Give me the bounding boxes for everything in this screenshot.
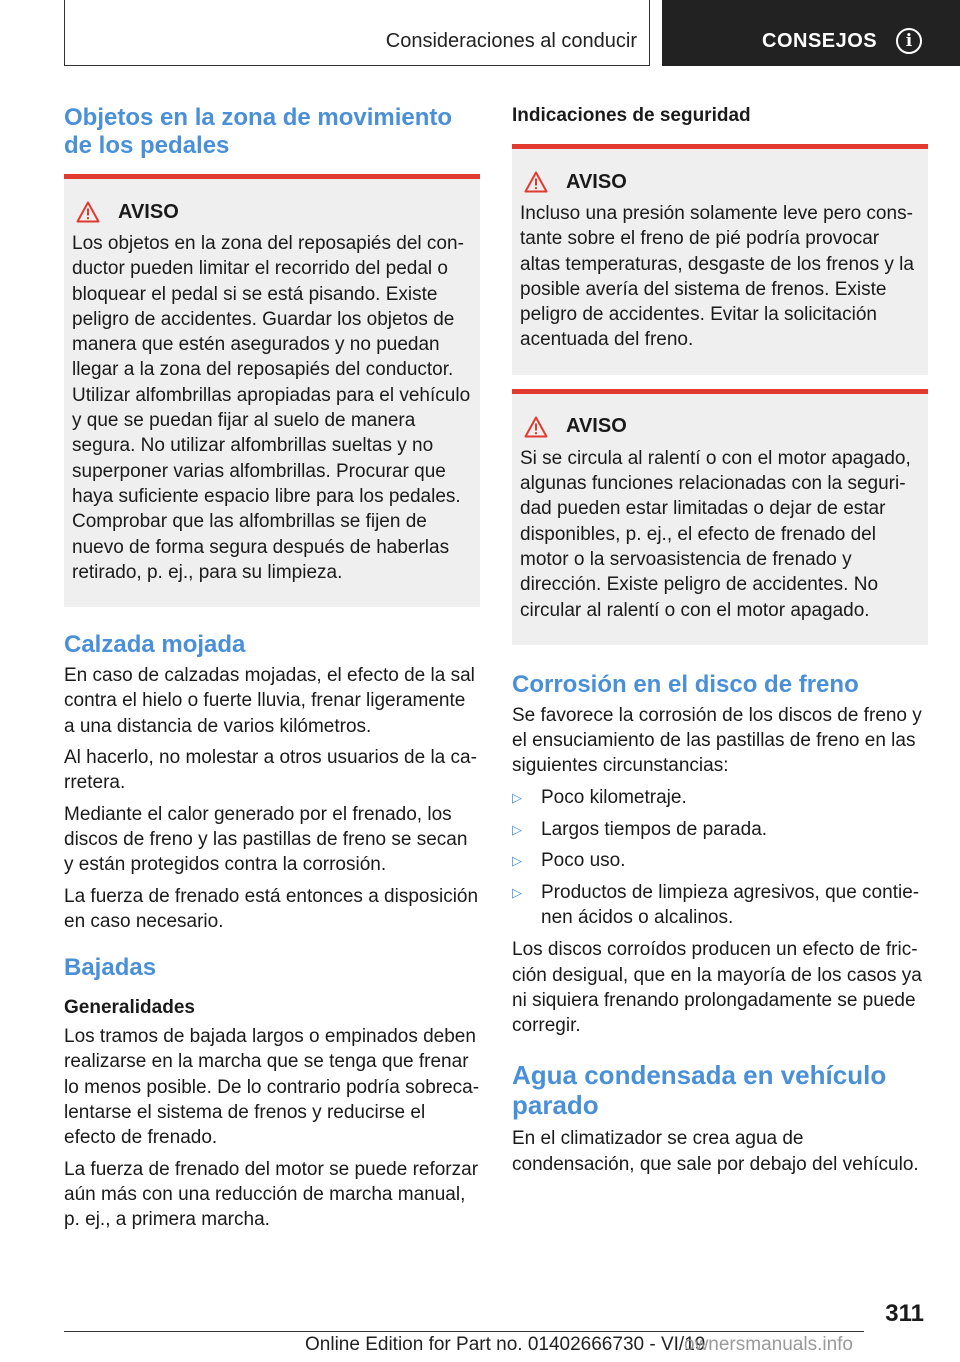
list-item: ▷ Largos tiempos de parada. <box>512 817 928 842</box>
subheading-general: Generalidades <box>64 997 195 1019</box>
warning-box-pedals <box>64 174 480 607</box>
warning-header <box>520 169 920 195</box>
list-item: ▷ Poco uso. <box>512 848 928 873</box>
heading-wet-road: Calzada mojada <box>64 631 246 659</box>
page-number: 311 <box>885 1300 924 1327</box>
bullet-triangle-icon: ▷ <box>512 789 522 805</box>
paragraph: Los tramos de bajada largos o empinados deben realizarse en la marcha que se tenga que frenar lo menos posible. De lo contrario podría sobrecalentarse el sistema de frenos y reducirse el efecto de frenado. <box>64 1026 480 1149</box>
heading-pedal-objects: Objetos en la zona de movimiento de los pedales <box>64 104 453 159</box>
page-header <box>64 0 960 66</box>
bullet-triangle-icon: ▷ <box>512 821 522 837</box>
watermark: ownersmanuals.info <box>684 1334 853 1355</box>
warning-text: Si se circula al ralentí o con el motor apagado, algunas funciones relacionadas con la seguridad pueden estar limitadas o dejar de estar disponibles, p. ej., el efecto de frenado del motor o la servoasistencia de frenado y dirección. Existe peligro de accidentes. No circular al ralentí o con el motor apagado. <box>520 447 911 621</box>
heading-condensate: Agua condensada en vehículo parado <box>512 1060 887 1121</box>
warning-triangle-icon <box>524 171 548 193</box>
right-column <box>512 100 928 1183</box>
paragraph: La fuerza de frenado del motor se puede reforzar aún más con una reducción de marcha manual, p. ej., a primera marcha. <box>64 1158 479 1231</box>
warning-label: AVISO <box>566 170 627 193</box>
warning-text: Los objetos en la zona del reposapiés del conductor pueden limitar el recorrido del pedal o bloquear el pedal si se está pisando. Existe peligro de accidentes. Guardar los objetos de manera que estén asegurados y no puedan llegar a la zona del reposapiés del conductor. Utilizar alfombrillas apropiadas para el vehículo y que se puedan fijar al suelo de manera segura. No utilizar alfombrillas sueltas y no superponer varias alfombrillas. Procurar que haya suficiente espacio libre para los pedales. Comprobar que las alfombrillas se fijen de nuevo de forma segura después de haberlas retirado, p. ej., para su limpieza. <box>72 233 471 583</box>
paragraph: En el climatizador se crea agua de condensación, que sale por debajo del vehículo. <box>512 1128 919 1175</box>
warning-header <box>520 414 920 440</box>
warning-triangle-icon <box>524 416 548 438</box>
warning-box-brake-pressure <box>512 144 928 375</box>
section-title: Consideraciones al conducir <box>385 30 637 52</box>
list-item: ▷ Productos de limpieza agresivos, que contienen ácidos o alcalinos. <box>512 882 920 929</box>
bullet-triangle-icon: ▷ <box>512 853 522 869</box>
paragraph: Mediante el calor generado por el frenado, los discos de freno y las pastillas de freno se secan y están protegidos contra la corrosión. <box>64 803 468 876</box>
left-column <box>64 100 480 1239</box>
bullet-triangle-icon: ▷ <box>512 885 522 901</box>
paragraph: Al hacerlo, no molestar a otros usuarios de la carretera. <box>64 747 477 794</box>
heading-downhill: Bajadas <box>64 954 157 982</box>
chapter-title: CONSEJOS <box>762 30 878 52</box>
footer-divider <box>64 1331 864 1332</box>
paragraph: Se favorece la corrosión de los discos de freno y el ensuciamiento de las pastillas de freno en las siguientes circunstancias: <box>512 704 922 777</box>
warning-label: AVISO <box>566 415 627 438</box>
warning-box-idling <box>512 389 928 645</box>
section-tab <box>64 0 650 66</box>
paragraph: La fuerza de frenado está entonces a disposición en caso necesario. <box>64 885 479 932</box>
heading-brake-corrosion: Corrosión en el disco de freno <box>512 670 859 698</box>
list-item: ▷ Poco kilometraje. <box>512 785 928 810</box>
heading-safety: Indicaciones de seguridad <box>512 105 751 126</box>
warning-header <box>72 199 472 225</box>
warning-label: AVISO <box>118 200 179 223</box>
corrosion-list <box>512 785 928 931</box>
chapter-tab <box>662 0 960 66</box>
edition-note: Online Edition for Part no. 01402666730 - VI/19 <box>305 1334 706 1355</box>
info-icon: i <box>896 28 922 54</box>
paragraph: Los discos corroídos producen un efecto de fricción desigual, que en la mayoría de los casos ya ni siquiera frenando prolongadamente se puede corregir. <box>512 939 922 1037</box>
paragraph: En caso de calzadas mojadas, el efecto de la sal contra el hielo o fuerte lluvia, frenar ligeramente a una distancia de varios kilómetros. <box>64 665 475 737</box>
warning-triangle-icon <box>76 201 100 223</box>
warning-text: Incluso una presión solamente leve pero constante sobre el freno de pié podría provocar altas temperaturas, desgaste de los frenos y la posible avería del sistema de frenos. Existe peligro de accidentes. Evitar la solicitación acentuada del freno. <box>520 203 914 351</box>
